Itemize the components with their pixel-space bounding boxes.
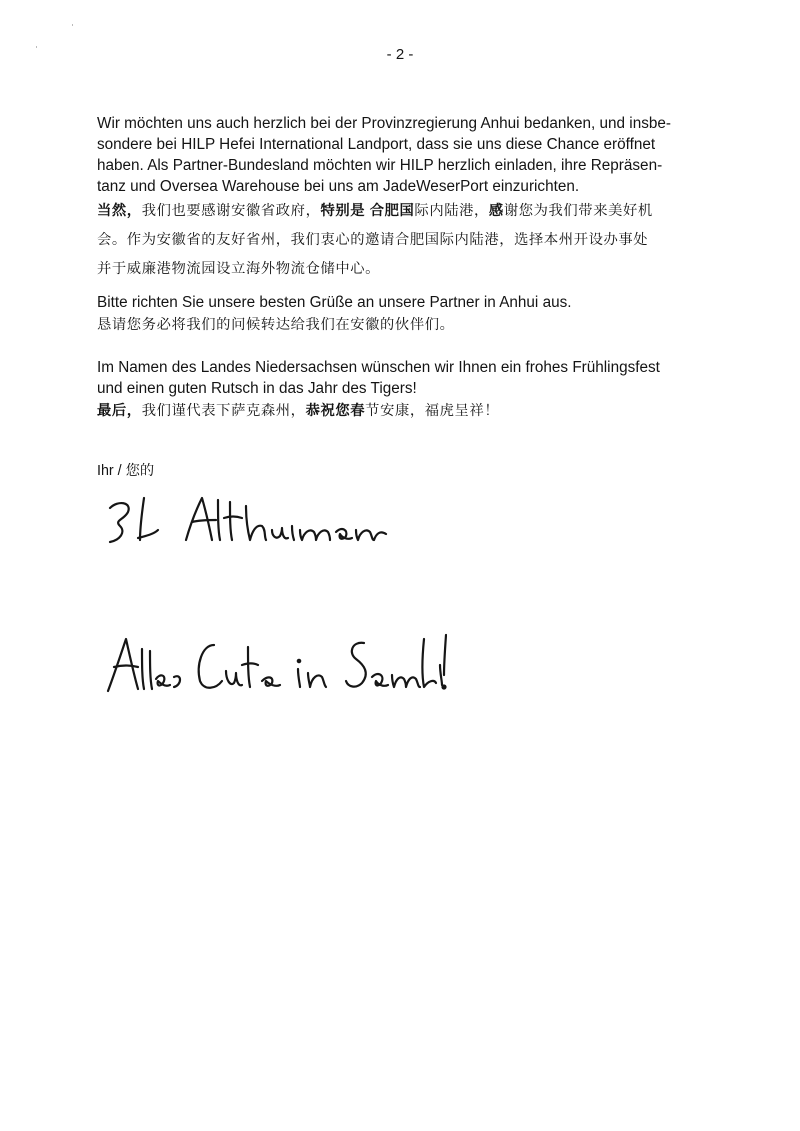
text-line: tanz und Oversea Warehouse bei uns am JadeWeserPort einzurichten. (97, 178, 580, 195)
text-line: haben. Als Partner-Bundesland möchten wir HILP herzlich einladen, ihre Repräsen- (97, 157, 663, 174)
closing-salutation: Ihr / 您的 (97, 463, 155, 479)
german-text (97, 292, 737, 313)
bold-span: 恭祝您春 (305, 403, 366, 419)
text-line: und einen guten Rutsch in das Jahr des Tigers! (97, 380, 417, 397)
text-span: 节安康，福虎呈祥！ (365, 403, 500, 419)
text-line: Wir möchten uns auch herzlich bei der Provinzregierung Anhui bedanken, und insbe- (97, 115, 671, 132)
text-span: 谢您为我们带来美好机 (503, 203, 653, 219)
chinese-text (97, 313, 737, 337)
text-span: 我们谨代表下萨克森州， (141, 403, 306, 419)
text-span: 我们也要感谢安徽省政府， (141, 203, 321, 219)
chinese-text (97, 197, 737, 284)
paragraph-greetings-partners (97, 292, 737, 337)
bold-span: 特别是 合肥国 (320, 203, 415, 219)
paragraph-thanks-anhui (97, 113, 737, 284)
signature-image (100, 490, 390, 560)
bold-span: 当然， (97, 203, 142, 219)
text-line (97, 399, 737, 423)
text-line: Bitte richten Sie unsere besten Grüße an unsere Partner in Anhui aus. (97, 294, 572, 311)
german-text (97, 113, 737, 197)
text-span: 际内陆港， (414, 203, 489, 219)
german-text (97, 357, 737, 399)
page-number: - 2 - (386, 46, 414, 63)
bold-span: 最后， (97, 403, 142, 419)
bold-span: 感 (488, 203, 504, 219)
chinese-text (97, 399, 737, 423)
text-line: sondere bei HILP Hefei International Landport, dass sie uns diese Chance eröffnet (97, 136, 656, 153)
scan-speck (72, 24, 73, 26)
text-line: Im Namen des Landes Niedersachsen wünschen wir Ihnen ein frohes Frühlingsfest (97, 359, 660, 376)
text-line (97, 197, 737, 226)
text-line: 并于威廉港物流园设立海外物流仓储中心。 (97, 261, 381, 277)
text-line: 恳请您务必将我们的问候转达给我们在安徽的伙伴们。 (97, 317, 455, 333)
paragraph-spring-festival (97, 357, 737, 423)
handwritten-note-image (102, 625, 447, 715)
scan-speck (36, 46, 37, 48)
text-line: 会。作为安徽省的友好省州，我们衷心的邀请合肥国际内陆港，选择本州开设办事处 (97, 232, 649, 248)
